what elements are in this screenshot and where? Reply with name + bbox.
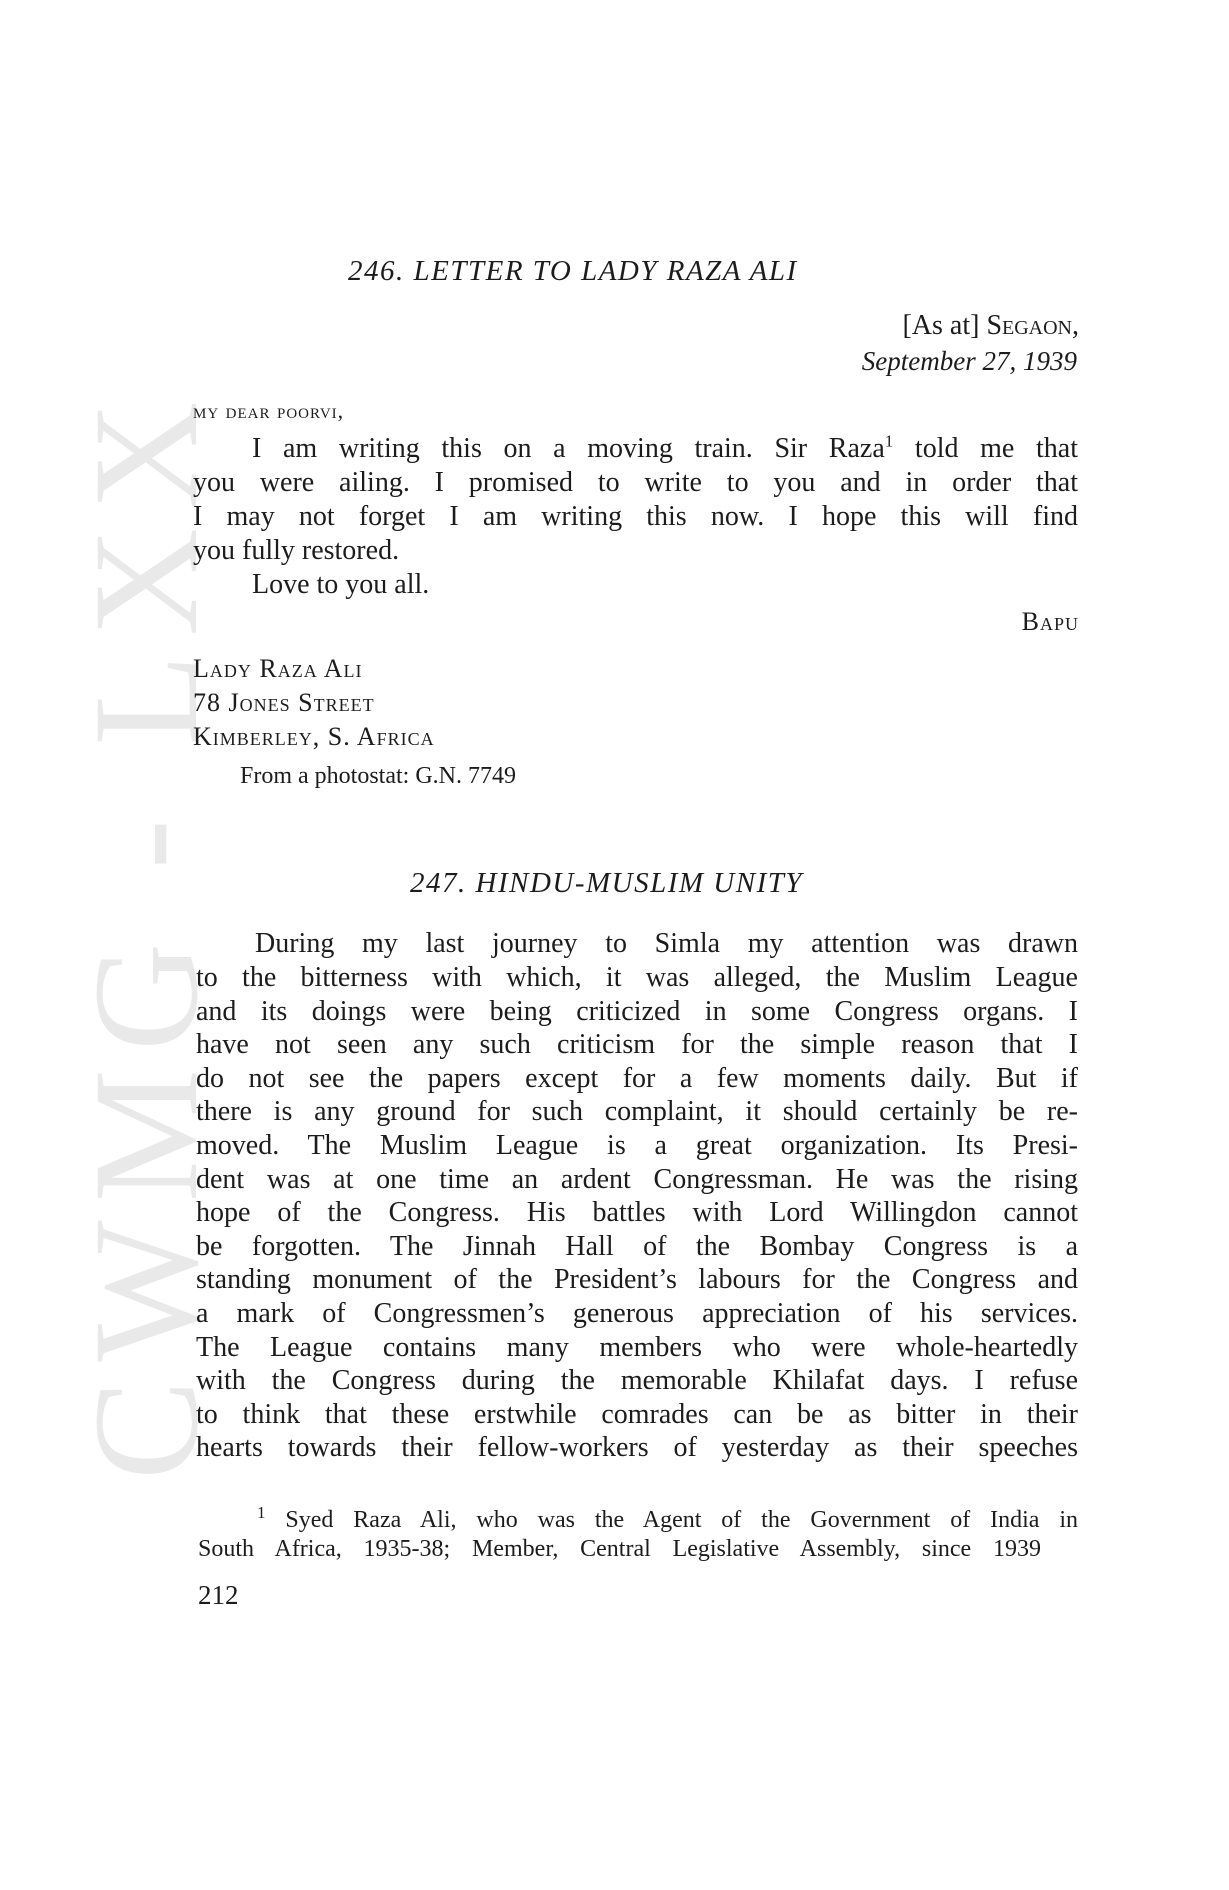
place-name: Segaon, [986, 310, 1079, 341]
letter-line-3: I may not forget I am writing this now. I hope this will find [193, 501, 1078, 532]
article-heading: 247. HINDU-MUSLIM UNITY [410, 867, 803, 899]
article-line: and its doings were being criticized in some Congress organs. I [196, 996, 1078, 1027]
address-line: Lady Raza Ali [193, 654, 363, 683]
article-line: there is any ground for such complaint, it should certainly be re- [196, 1096, 1078, 1127]
page-number: 212 [198, 1580, 239, 1610]
article-line: hearts towards their fellow-workers of yesterday as their speeches [196, 1432, 1078, 1463]
letter-date: September 27, 1939 [861, 346, 1077, 376]
address-block [193, 652, 435, 754]
article-line: During my last journey to Simla my attention was drawn [255, 928, 1078, 959]
address-line: Kimberley, S. Africa [193, 722, 435, 751]
signature: Bapu [1021, 607, 1079, 636]
letter-line-5: Love to you all. [252, 569, 430, 600]
article-line: with the Congress during the memorable Khilafat days. I refuse [196, 1365, 1078, 1396]
article-line: do not see the papers except for a few moments daily. But if [196, 1063, 1078, 1094]
letter-line-2: you were ailing. I promised to write to you and in order that [193, 467, 1078, 498]
article-line: a mark of Congressmen’s generous appreciation of his services. [196, 1298, 1078, 1329]
footnote-ref: 1 [884, 431, 894, 451]
watermark: CWMG - LXX [63, 383, 229, 1480]
address-line: 78 Jones Street [193, 688, 375, 717]
letter-line-1: I am writing this on a moving train. Sir Raza$^1$ told me that [252, 431, 1078, 464]
place-prefix: [As at] [902, 310, 980, 341]
article-line: moved. The Muslim League is a great organization. Its Presi- [196, 1130, 1078, 1161]
article-line: have not seen any such criticism for the simple reason that I [196, 1029, 1078, 1060]
article-line: to think that these erstwhile comrades can be as bitter in their [196, 1399, 1078, 1430]
footnote-line-1: $^1$ Syed Raza Ali, who was the Agent of the Government of India in [257, 1503, 1079, 1533]
article-line: be forgotten. The Jinnah Hall of the Bombay Congress is a [196, 1231, 1078, 1262]
letter-place [902, 310, 1079, 342]
article-line: dent was at one time an ardent Congressman. He was the rising [196, 1164, 1078, 1195]
article-line: The League contains many members who were whole-heartedly [196, 1332, 1078, 1363]
source-note: From a photostat: G.N. 7749 [240, 763, 516, 789]
letter-heading: 246. LETTER TO LADY RAZA ALI [348, 255, 798, 287]
footnote-marker: 1 [257, 1503, 266, 1522]
salutation: my dear poorvi, [193, 398, 345, 423]
article-line: standing monument of the President’s labours for the Congress and [196, 1264, 1078, 1295]
footnote-line-2: South Africa, 1935-38; Member, Central Legislative Assembly, since 1939 [198, 1536, 1041, 1562]
article-line: hope of the Congress. His battles with Lord Willingdon cannot [196, 1197, 1078, 1228]
letter-line-4: you fully restored. [193, 535, 400, 566]
article-line: to the bitterness with which, it was alleged, the Muslim League [196, 962, 1078, 993]
